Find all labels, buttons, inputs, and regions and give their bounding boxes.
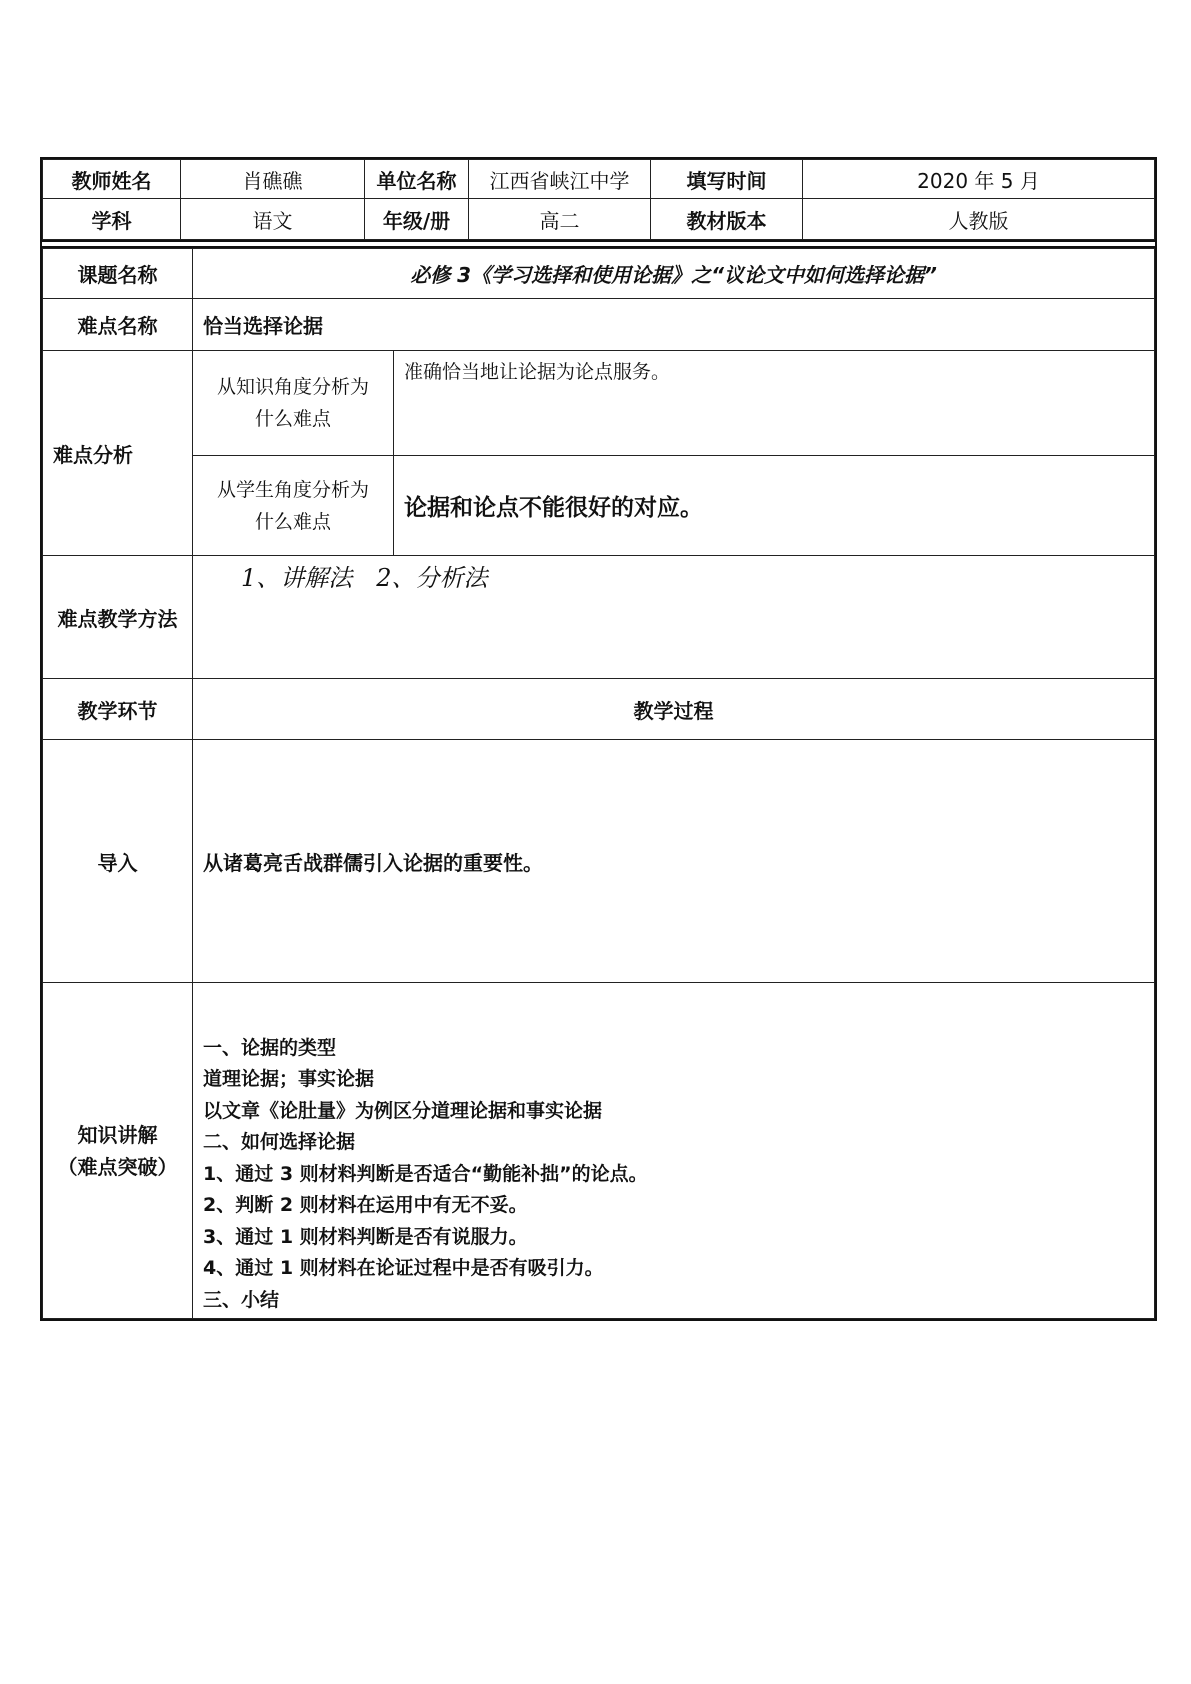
date-label: 填写时间 <box>651 160 803 199</box>
student-angle-value: 论据和论点不能很好的对应。 <box>394 456 1155 556</box>
knowledge-line: 三、小结 <box>203 1288 280 1311</box>
analysis-row-student <box>43 456 1155 556</box>
method-value <box>193 556 1155 679</box>
knowledge-line: 4、通过 1 则材料在论证过程中是否有吸引力。 <box>203 1257 604 1279</box>
knowledge-line: 道理论据；事实论据 <box>203 1068 375 1090</box>
analysis-row-knowledge <box>43 351 1155 456</box>
intro-row <box>43 740 1155 983</box>
lesson-plan-sheet <box>40 157 1157 1321</box>
method-item-1: 1、讲解法 <box>241 564 353 592</box>
knowledge-line: 以文章《论肚量》为例区分道理论据和事实论据 <box>203 1099 603 1122</box>
knowledge-line: 1、通过 3 则材料判断是否适合“勤能补拙”的论点。 <box>203 1162 648 1185</box>
student-angle-label <box>193 456 394 556</box>
difficulty-row <box>43 299 1155 351</box>
knowledge-line: 二、如何选择论据 <box>203 1131 356 1153</box>
header-block <box>40 157 1157 242</box>
knowledge-content <box>193 983 1155 1319</box>
grade-value: 高二 <box>469 199 651 240</box>
knowledge-label-line2: （难点突破） <box>57 1154 178 1179</box>
method-label: 难点教学方法 <box>43 556 193 679</box>
teacher-label: 教师姓名 <box>43 160 181 199</box>
difficulty-value: 恰当选择论据 <box>193 299 1155 351</box>
knowledge-line: 2、判断 2 则材料在运用中有无不妥。 <box>203 1194 528 1216</box>
topic-value: 必修 3《学习选择和使用论据》之“议论文中如何选择论据” <box>193 249 1155 299</box>
stage-header: 教学环节 <box>43 679 193 740</box>
knowledge-line: 一、论据的类型 <box>203 1036 337 1059</box>
teacher-value: 肖礁礁 <box>181 160 365 199</box>
header-table <box>42 159 1155 240</box>
knowledge-angle-label <box>193 351 394 456</box>
process-header: 教学过程 <box>193 679 1155 740</box>
difficulty-label: 难点名称 <box>43 299 193 351</box>
unit-value: 江西省峡江中学 <box>469 160 651 199</box>
body-block <box>40 246 1157 1321</box>
intro-label: 导入 <box>43 740 193 983</box>
analysis-label: 难点分析 <box>43 351 193 556</box>
header-row-1 <box>43 160 1155 199</box>
knowledge-angle-line2: 什么难点 <box>254 408 331 430</box>
unit-label: 单位名称 <box>365 160 469 199</box>
topic-row <box>43 249 1155 299</box>
knowledge-line: 3、通过 1 则材料判断是否有说服力。 <box>203 1225 528 1248</box>
knowledge-row <box>43 983 1155 1319</box>
header-row-2 <box>43 199 1155 240</box>
process-header-row <box>43 679 1155 740</box>
edition-label: 教材版本 <box>651 199 803 240</box>
method-row <box>43 556 1155 679</box>
grade-label: 年级/册 <box>365 199 469 240</box>
date-value: 2020 年 5 月 <box>803 160 1155 199</box>
intro-value: 从诸葛亮舌战群儒引入论据的重要性。 <box>193 740 1155 983</box>
topic-label: 课题名称 <box>43 249 193 299</box>
subject-value: 语文 <box>181 199 365 240</box>
subject-label: 学科 <box>43 199 181 240</box>
knowledge-angle-line1: 从知识角度分析为 <box>216 376 369 398</box>
student-angle-line1: 从学生角度分析为 <box>216 478 369 501</box>
knowledge-angle-value: 准确恰当地让论据为论点服务。 <box>394 351 1155 456</box>
edition-value: 人教版 <box>803 199 1155 240</box>
knowledge-label-line1: 知识讲解 <box>77 1122 158 1147</box>
body-table <box>42 248 1155 1319</box>
student-angle-line2: 什么难点 <box>254 510 331 533</box>
method-item-2: 2、分析法 <box>376 564 488 592</box>
knowledge-label <box>43 983 193 1319</box>
